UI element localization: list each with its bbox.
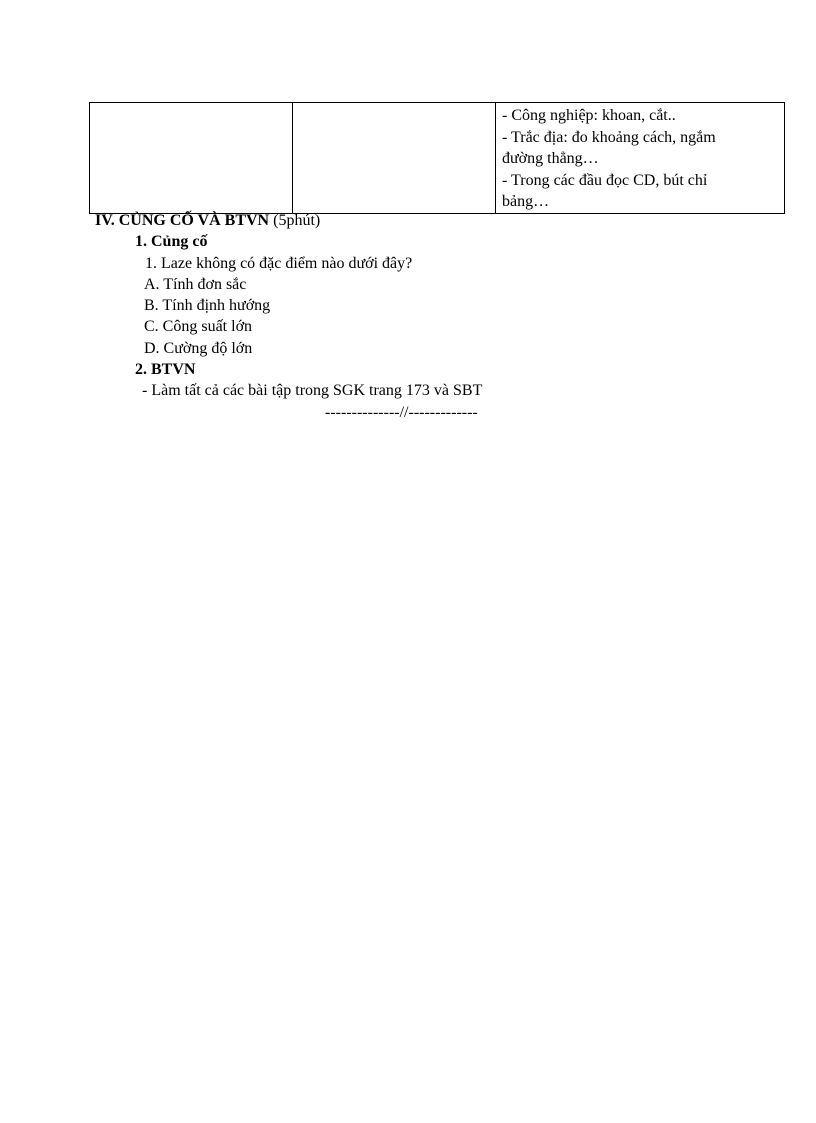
option-d: D. Cường độ lớn xyxy=(144,339,253,357)
option-a: A. Tính đơn sắc xyxy=(144,275,247,293)
table-cell-teacher xyxy=(90,103,293,214)
question-text: 1. Laze không có đặc điểm nào dưới đây? xyxy=(145,254,413,272)
section-heading xyxy=(95,210,735,231)
section-content xyxy=(95,210,735,423)
cell-line: bảng… xyxy=(502,193,550,210)
cell-line: - Trắc địa: đo khoảng cách, ngắm xyxy=(502,128,716,146)
section-heading-duration: (5phút) xyxy=(269,212,321,229)
section-heading-title: IV. CỦNG CỐ VÀ BTVN xyxy=(95,212,270,229)
homework-task: - Làm tất cả các bài tập trong SGK trang 173 và SBT xyxy=(142,382,483,400)
option-c: C. Công suất lớn xyxy=(144,318,253,336)
activity-table xyxy=(89,102,781,214)
cell-line: đường thẳng… xyxy=(502,150,599,167)
cell-line: - Công nghiệp: khoan, cắt.. xyxy=(502,107,676,124)
subheading-consolidation: 1. Củng cố xyxy=(135,233,208,251)
cell-line: - Trong các đầu đọc CD, bút chỉ xyxy=(502,171,708,189)
table-cell-student xyxy=(293,103,496,214)
separator-line: --------------//------------- xyxy=(325,403,478,421)
table-cell-content xyxy=(496,103,785,214)
option-b: B. Tính định hướng xyxy=(144,297,271,315)
subheading-homework: 2. BTVN xyxy=(135,361,196,379)
table-row xyxy=(90,103,785,214)
activity-table-grid xyxy=(89,102,785,214)
